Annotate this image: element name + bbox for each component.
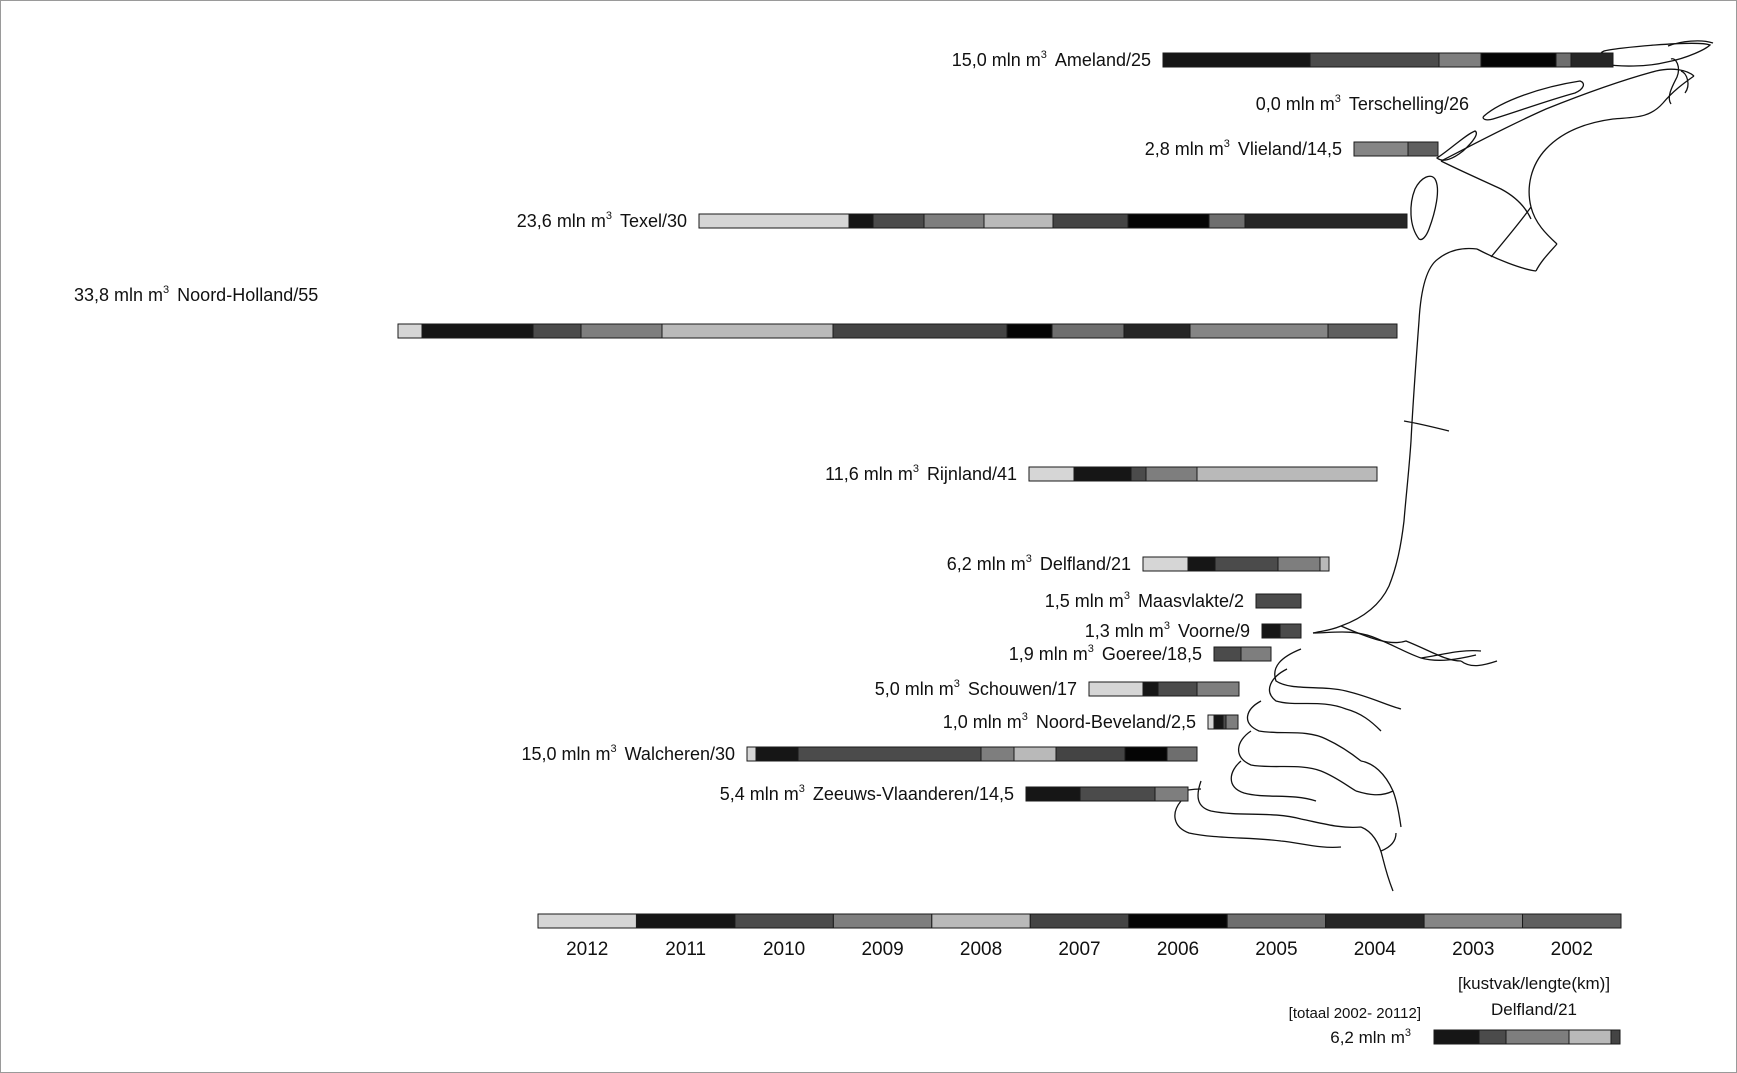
key-header: [kustvak/lengte(km)] xyxy=(1457,974,1611,993)
series-noord-beveland-2-5 xyxy=(943,711,1238,732)
bar-segment-noord-beveland-2-5-2009 xyxy=(1226,715,1238,729)
legend-swatch-2002 xyxy=(1523,914,1621,928)
legend-year-label: 2010 xyxy=(762,939,806,960)
bar-segment-schouwen-17-2010 xyxy=(1158,682,1197,696)
bar-segment-ameland-25-2006 xyxy=(1481,53,1556,67)
bar-kustvak-name: Rijnland/41 xyxy=(926,464,1017,484)
coastline-map xyxy=(1173,41,1713,891)
legend-year-label: 2011 xyxy=(665,939,707,960)
bar-segment-ameland-25-2009 xyxy=(1439,53,1481,67)
bar-amount: 0,0 mln m xyxy=(1255,94,1335,114)
bar-amount: 1,5 mln m xyxy=(1044,591,1124,611)
bar-amount: 33,8 mln m xyxy=(74,285,164,305)
unit-superscript: 3 xyxy=(1123,590,1130,602)
bar-segment-ameland-25-2010 xyxy=(1310,53,1439,67)
unit-superscript: 3 xyxy=(1087,643,1094,655)
bar-segment-walcheren-30-2010 xyxy=(798,747,981,761)
legend-year-label: 2004 xyxy=(1353,939,1397,960)
bar-kustvak-name: Noord-Holland/55 xyxy=(177,285,319,305)
bar-segment-noord-holland-55-2008 xyxy=(662,324,833,338)
bar-label-schouwen-17 xyxy=(875,678,1077,699)
unit-superscript: 3 xyxy=(605,210,612,222)
bar-label-noord-beveland-2-5 xyxy=(943,711,1196,732)
unit-superscript: 3 xyxy=(953,678,960,690)
legend-swatch-2010 xyxy=(735,914,833,928)
bar-segment-walcheren-30-2005 xyxy=(1167,747,1197,761)
bar-kustvak-name: Schouwen/17 xyxy=(967,679,1077,699)
bar-segment-noord-holland-55-2009 xyxy=(581,324,662,338)
bar-kustvak-name: Goeree/18,5 xyxy=(1101,644,1202,664)
bar-amount: 23,6 mln m xyxy=(516,211,606,231)
bar-segment-zeeuws-vlaanderen-14-5-2011 xyxy=(1026,787,1080,801)
legend-year-label: 2008 xyxy=(959,939,1003,960)
bar-kustvak-name: Terschelling/26 xyxy=(1348,94,1469,114)
bar-segment-vlieland-14-5-2003 xyxy=(1354,142,1408,156)
delta-coast xyxy=(1173,632,1497,891)
bar-segment-walcheren-30-2008 xyxy=(1014,747,1056,761)
bar-amount: 1,9 mln m xyxy=(1008,644,1088,664)
bar-label-voorne-9 xyxy=(1085,620,1250,641)
bar-segment-texel-30-2009 xyxy=(924,214,984,228)
bar-kustvak-name: Texel/30 xyxy=(619,211,687,231)
bar-segment-noord-holland-55-2003 xyxy=(1190,324,1328,338)
bar-segment-noord-beveland-2-5-2012 xyxy=(1208,715,1214,729)
bar-label-noord-holland-55 xyxy=(74,284,318,305)
bar-label-texel-30 xyxy=(517,210,687,231)
unit-superscript: 3 xyxy=(610,743,617,755)
series-ameland-25 xyxy=(952,49,1613,70)
bar-segment-vlieland-14-5-2002 xyxy=(1408,142,1438,156)
key-amount xyxy=(1330,1027,1411,1047)
bar-kustvak-name: Delfland/21 xyxy=(1039,554,1131,574)
bar-segment-goeree-18-5-2010 xyxy=(1214,647,1241,661)
unit-superscript: 3 xyxy=(1025,553,1032,565)
bar-label-terschelling-26 xyxy=(1256,93,1469,114)
bar-segment-voorne-9-2011 xyxy=(1262,624,1280,638)
bar-segment-texel-30-2007 xyxy=(1053,214,1128,228)
bar-segment-noord-holland-55-2010 xyxy=(533,324,581,338)
bar-segment-rijnland-41-2011 xyxy=(1074,467,1131,481)
unit-superscript: 3 xyxy=(1021,711,1028,723)
bar-segment-voorne-9-2010 xyxy=(1280,624,1301,638)
bar-amount: 6,2 mln m xyxy=(946,554,1026,574)
series-terschelling-26 xyxy=(1256,93,1469,114)
series-maasvlakte-2 xyxy=(1045,590,1301,611)
series-texel-30 xyxy=(517,210,1407,231)
unit-superscript: 3 xyxy=(912,463,919,475)
bar-segment-rijnland-41-2009 xyxy=(1146,467,1197,481)
unit-superscript: 3 xyxy=(1334,93,1341,105)
bar-kustvak-name: Noord-Beveland/2,5 xyxy=(1035,712,1196,732)
series-delfland-21 xyxy=(947,553,1329,574)
bar-segment-walcheren-30-2009 xyxy=(981,747,1014,761)
bar-segment-schouwen-17-2012 xyxy=(1089,682,1143,696)
unit-superscript: 3 xyxy=(798,783,805,795)
bar-kustvak-name: Maasvlakte/2 xyxy=(1137,591,1244,611)
unit-superscript: 3 xyxy=(1040,49,1047,61)
legend-year-label: 2003 xyxy=(1452,939,1495,960)
bar-segment-texel-30-2010 xyxy=(873,214,924,228)
series-voorne-9 xyxy=(1085,620,1301,641)
legend-swatch-2007 xyxy=(1030,914,1128,928)
bar-label-ameland-25 xyxy=(952,49,1151,70)
bar-segment-key-2007 xyxy=(1611,1030,1620,1044)
bar-segment-noord-holland-55-2002 xyxy=(1328,324,1397,338)
bar-amount: 5,4 mln m xyxy=(719,784,799,804)
bar-segment-schouwen-17-2009 xyxy=(1197,682,1239,696)
bar-kustvak-name: Zeeuws-Vlaanderen/14,5 xyxy=(812,784,1014,804)
legend-year-label: 2007 xyxy=(1058,939,1101,960)
bar-label-rijnland-41 xyxy=(825,463,1017,484)
key-kustvak-name: Delfland/21 xyxy=(1490,1000,1578,1019)
schiermonnikoog-island xyxy=(1668,41,1713,104)
bar-segment-noord-holland-55-2004 xyxy=(1124,324,1190,338)
legend-swatch-2008 xyxy=(932,914,1030,928)
bar-segment-rijnland-41-2012 xyxy=(1029,467,1074,481)
bar-segment-noord-holland-55-2007 xyxy=(833,324,1007,338)
chart-svg xyxy=(1,1,1736,1072)
bar-segment-walcheren-30-2007 xyxy=(1056,747,1125,761)
bar-segment-texel-30-2006 xyxy=(1128,214,1209,228)
legend-swatch-2004 xyxy=(1326,914,1424,928)
bar-kustvak-name: Voorne/9 xyxy=(1177,621,1250,641)
bar-segment-zeeuws-vlaanderen-14-5-2010 xyxy=(1080,787,1155,801)
legend-year-label: 2012 xyxy=(566,939,609,960)
legend-swatch-2003 xyxy=(1424,914,1522,928)
bar-segment-key-2008 xyxy=(1569,1030,1611,1044)
bar-amount: 1,3 mln m xyxy=(1084,621,1164,641)
bar-segment-walcheren-30-2006 xyxy=(1125,747,1167,761)
series-walcheren-30 xyxy=(521,743,1197,764)
bar-label-walcheren-30 xyxy=(521,743,735,764)
bar-segment-goeree-18-5-2009 xyxy=(1241,647,1271,661)
bar-segment-noord-holland-55-2012 xyxy=(398,324,422,338)
legend-swatch-2011 xyxy=(636,914,734,928)
bar-segment-noord-holland-55-2005 xyxy=(1052,324,1124,338)
key-amount-value: 6,2 mln m xyxy=(1330,1028,1405,1047)
bar-segment-key-2009 xyxy=(1506,1030,1569,1044)
bar-segment-texel-30-2005 xyxy=(1209,214,1245,228)
bar-label-vlieland-14-5 xyxy=(1145,138,1342,159)
unit-superscript: 3 xyxy=(1223,138,1230,150)
bar-label-zeeuws-vlaanderen-14-5 xyxy=(720,783,1014,804)
key-example xyxy=(1289,974,1620,1047)
bar-amount: 11,6 mln m xyxy=(825,464,913,484)
bar-segment-schouwen-17-2011 xyxy=(1143,682,1158,696)
legend-swatch-2009 xyxy=(833,914,931,928)
series-zeeuws-vlaanderen-14-5 xyxy=(720,783,1188,804)
bar-segment-key-2010 xyxy=(1479,1030,1506,1044)
bar-label-delfland-21 xyxy=(947,553,1131,574)
bar-segment-noord-holland-55-2011 xyxy=(422,324,533,338)
key-total-note: [totaal 2002- 20112] xyxy=(1288,1005,1421,1022)
series-noord-holland-55 xyxy=(74,284,1397,338)
bar-amount: 2,8 mln m xyxy=(1144,139,1224,159)
mainland-coast xyxy=(1313,69,1694,661)
series-schouwen-17 xyxy=(875,678,1239,699)
bar-segment-zeeuws-vlaanderen-14-5-2009 xyxy=(1155,787,1188,801)
series-vlieland-14-5 xyxy=(1145,138,1438,159)
bar-amount: 15,0 mln m xyxy=(521,744,611,764)
bar-segment-texel-30-2004 xyxy=(1245,214,1407,228)
bar-segment-walcheren-30-2011 xyxy=(756,747,798,761)
bars-layer xyxy=(74,49,1613,804)
bar-label-maasvlakte-2 xyxy=(1045,590,1244,611)
bar-amount: 5,0 mln m xyxy=(874,679,954,699)
bar-segment-delfland-21-2011 xyxy=(1188,557,1215,571)
unit-superscript: 3 xyxy=(1163,620,1170,632)
bar-segment-ameland-25-2011 xyxy=(1163,53,1310,67)
bar-segment-delfland-21-2012 xyxy=(1143,557,1188,571)
ameland-island xyxy=(1600,43,1710,66)
bar-segment-texel-30-2012 xyxy=(699,214,849,228)
bar-segment-key-2011 xyxy=(1434,1030,1479,1044)
bar-segment-ameland-25-2004 xyxy=(1571,53,1613,67)
legend-year-label: 2009 xyxy=(861,939,904,960)
year-legend xyxy=(538,914,1621,960)
bar-segment-maasvlakte-2-2010 xyxy=(1256,594,1301,608)
bar-label-goeree-18-5 xyxy=(1009,643,1202,664)
series-goeree-18-5 xyxy=(1009,643,1271,664)
legend-year-label: 2006 xyxy=(1156,939,1200,960)
bar-segment-ameland-25-2005 xyxy=(1556,53,1571,67)
bar-segment-texel-30-2011 xyxy=(849,214,873,228)
legend-year-label: 2005 xyxy=(1255,939,1298,960)
bar-segment-noord-beveland-2-5-2011 xyxy=(1214,715,1223,729)
legend-year-label: 2002 xyxy=(1550,939,1593,960)
bar-kustvak-name: Ameland/25 xyxy=(1054,50,1151,70)
bar-segment-delfland-21-2008 xyxy=(1320,557,1329,571)
bar-segment-delfland-21-2010 xyxy=(1215,557,1278,571)
bar-segment-noord-holland-55-2006 xyxy=(1007,324,1052,338)
bar-segment-rijnland-41-2008 xyxy=(1197,467,1377,481)
legend-swatch-2012 xyxy=(538,914,636,928)
bar-segment-texel-30-2008 xyxy=(984,214,1053,228)
texel-island xyxy=(1411,176,1438,239)
legend-swatch-2006 xyxy=(1129,914,1227,928)
unit-superscript: 3 xyxy=(163,284,170,296)
bar-kustvak-name: Walcheren/30 xyxy=(624,744,735,764)
bar-segment-delfland-21-2009 xyxy=(1278,557,1320,571)
bar-amount: 1,0 mln m xyxy=(942,712,1022,732)
bar-segment-walcheren-30-2012 xyxy=(747,747,756,761)
bar-kustvak-name: Vlieland/14,5 xyxy=(1237,139,1342,159)
bar-amount: 15,0 mln m xyxy=(951,50,1041,70)
unit-superscript: 3 xyxy=(1404,1027,1411,1039)
legend-swatch-2005 xyxy=(1227,914,1325,928)
bar-segment-rijnland-41-2010 xyxy=(1131,467,1146,481)
series-rijnland-41 xyxy=(825,463,1377,484)
